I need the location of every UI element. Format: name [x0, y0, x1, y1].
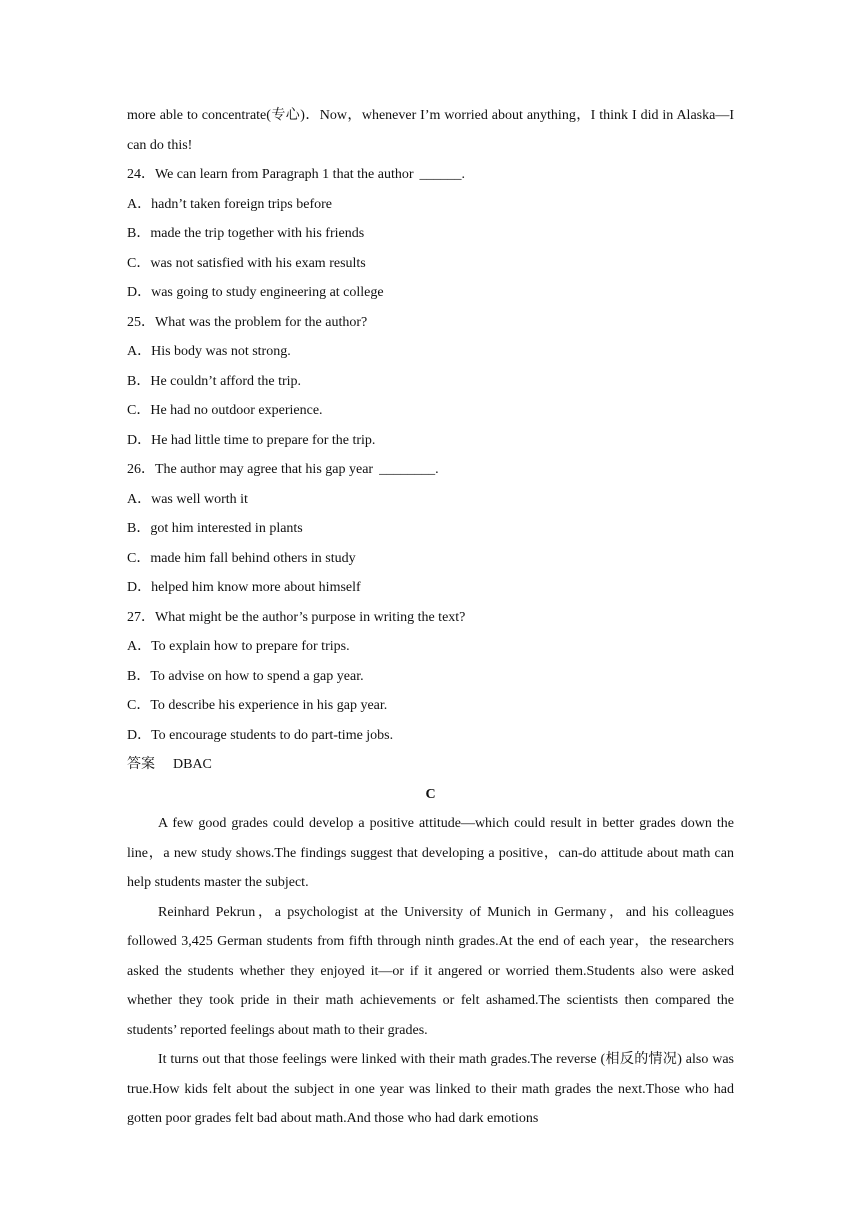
option-c: C．made him fall behind others in study: [127, 550, 356, 566]
question-24: [127, 160, 734, 308]
answer-value: DBAC: [173, 757, 212, 772]
question-stem: 25．What was the problem for the author?: [127, 314, 368, 330]
question-26: [127, 455, 734, 603]
option-a: A．hadn’t taken foreign trips before: [127, 196, 333, 212]
section-heading: C: [425, 786, 436, 802]
option-c: C．was not satisfied with his exam results: [127, 255, 366, 271]
continuation-text: more able to concentrate(专心)．Now，whenever I’m worried about anything，I think I did in Alaska—I can do this!: [127, 108, 734, 153]
option-a: A．His body was not strong.: [127, 344, 291, 359]
answer-blank: ________: [379, 462, 436, 477]
document-page: [127, 101, 734, 1134]
option-d: D．was going to study engineering at college: [127, 285, 384, 300]
question-27: [127, 603, 734, 751]
paragraph-2: Reinhard Pekrun，a psychologist at the University of Munich in Germany，and his colleagues followed 3,425 German students from fifth through ninth grades.At the end of each year，the researchers asked the students whether they enjoyed it—or if it angered or worried them.Students also were asked whether they took pride in their math achievements or felt ashamed.The scientists then compared the students’ reported feelings about math to their grades.: [127, 904, 734, 1038]
answer-label: 答案: [127, 757, 155, 772]
answer-blank: ______: [419, 167, 462, 182]
answer-key: [127, 750, 734, 780]
option-d: D．To encourage students to do part-time jobs.: [127, 727, 394, 743]
option-a: A．To explain how to prepare for trips.: [127, 639, 350, 654]
option-b: B．He couldn’t afford the trip.: [127, 373, 302, 389]
paragraph-1: A few good grades could develop a positive attitude—which could result in better grades down the line，a new study shows.The findings suggest that developing a positive，can-do attitude about math can help students master the subject.: [127, 816, 734, 890]
question-stem: 26．The author may agree that his gap year ________.: [127, 462, 439, 477]
paragraph-3: It turns out that those feelings were linked with their math grades.The reverse (相反的情况) also was true.How kids felt about the subject in one year was linked to their math grades the next.Those who had gotten poor grades felt bad about math.And those who had dark emotions: [127, 1052, 734, 1126]
option-a: A．was well worth it: [127, 491, 248, 507]
option-b: B．To advise on how to spend a gap year.: [127, 668, 364, 684]
question-25: [127, 308, 734, 456]
question-stem: 24．We can learn from Paragraph 1 that the author ______.: [127, 167, 466, 182]
option-b: B．got him interested in plants: [127, 521, 303, 536]
option-b: B．made the trip together with his friends: [127, 226, 365, 241]
question-stem: 27．What might be the author’s purpose in writing the text?: [127, 609, 466, 625]
option-c: C．To describe his experience in his gap year.: [127, 698, 388, 713]
option-c: C．He had no outdoor experience.: [127, 403, 323, 418]
option-d: D．helped him know more about himself: [127, 580, 361, 595]
option-d: D．He had little time to prepare for the trip.: [127, 432, 376, 448]
